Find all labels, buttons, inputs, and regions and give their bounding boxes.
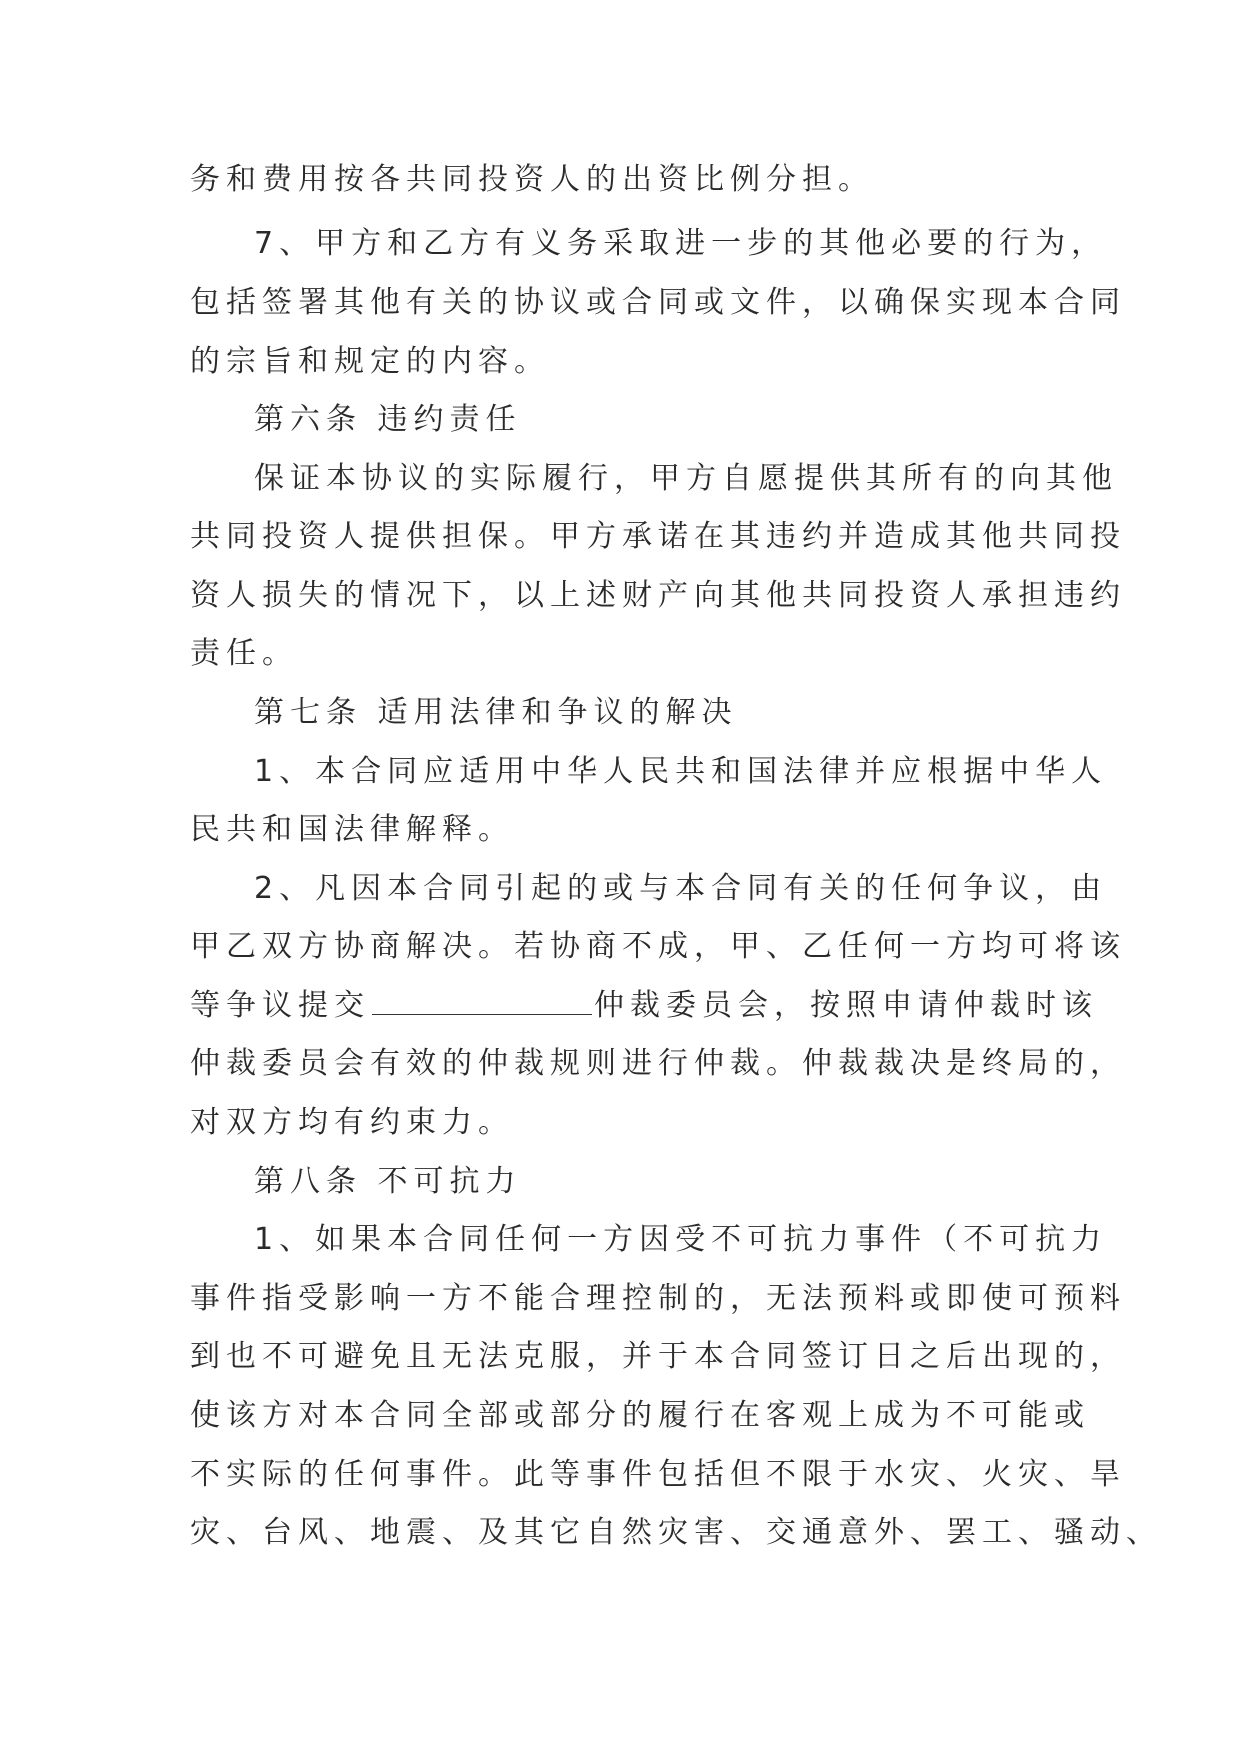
section-heading: 第七条 适用法律和争议的解决	[254, 695, 738, 730]
fill-in-blank	[372, 988, 592, 1015]
text-segment: 等争议提交	[190, 988, 370, 1023]
text-line: 仲裁委员会有效的仲裁规则进行仲裁。仲裁裁决是终局的，	[190, 1046, 1126, 1081]
text-line: 民共和国法律解释。	[190, 812, 514, 847]
text-line: 事件指受影响一方不能合理控制的，无法预料或即使可预料	[190, 1281, 1126, 1316]
text-line: 资人损失的情况下，以上述财产向其他共同投资人承担违约	[190, 578, 1126, 613]
text-line: 2、凡因本合同引起的或与本合同有关的任何争议，由	[254, 871, 1108, 906]
text-line: 使该方对本合同全部或部分的履行在客观上成为不可能或	[190, 1398, 1090, 1433]
section-heading: 第八条 不可抗力	[254, 1164, 522, 1199]
text-line: 的宗旨和规定的内容。	[190, 344, 550, 379]
text-line: 务和费用按各共同投资人的出资比例分担。	[190, 162, 874, 197]
text-line	[190, 986, 1098, 1026]
text-line: 责任。	[190, 636, 298, 671]
text-line: 保证本协议的实际履行，甲方自愿提供其所有的向其他	[254, 461, 1118, 496]
text-line: 包括签署其他有关的协议或合同或文件，以确保实现本合同	[190, 285, 1126, 320]
text-line: 不实际的任何事件。此等事件包括但不限于水灾、火灾、旱	[190, 1457, 1126, 1492]
text-line: 甲乙双方协商解决。若协商不成，甲、乙任何一方均可将该	[190, 929, 1126, 964]
text-line: 对双方均有约束力。	[190, 1105, 514, 1140]
text-line: 共同投资人提供担保。甲方承诺在其违约并造成其他共同投	[190, 519, 1126, 554]
text-line: 1、本合同应适用中华人民共和国法律并应根据中华人	[254, 754, 1108, 789]
text-segment: 仲裁委员会，按照申请仲裁时该	[594, 988, 1098, 1023]
text-line: 灾、台风、地震、及其它自然灾害、交通意外、罢工、骚动、	[190, 1515, 1162, 1550]
text-line: 1、如果本合同任何一方因受不可抗力事件（不可抗力	[254, 1222, 1108, 1257]
text-line: 到也不可避免且无法克服，并于本合同签订日之后出现的，	[190, 1339, 1126, 1374]
section-heading: 第六条 违约责任	[254, 402, 522, 437]
text-line: 7、甲方和乙方有义务采取进一步的其他必要的行为，	[254, 226, 1108, 261]
